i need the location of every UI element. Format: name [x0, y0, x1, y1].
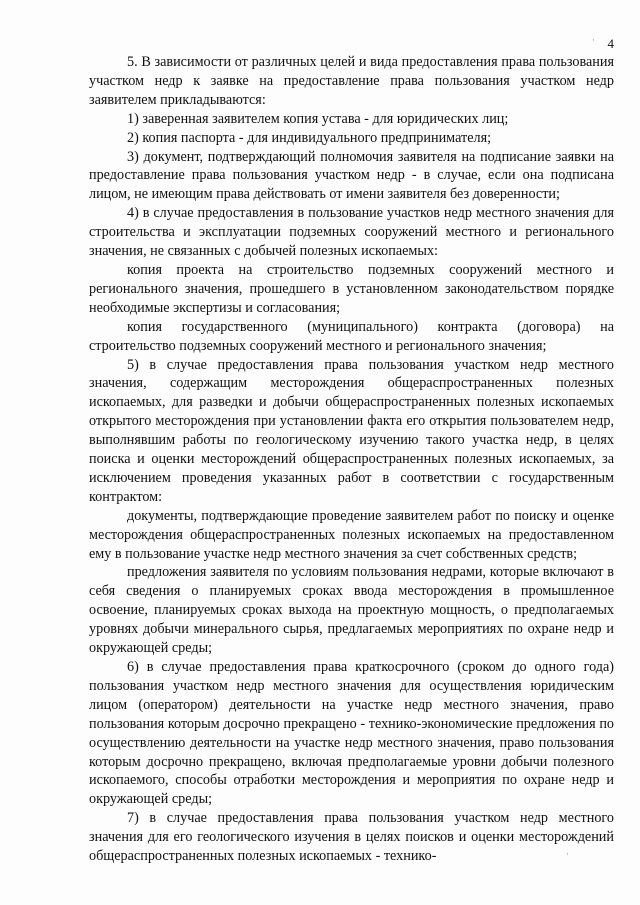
list-item-2: 2) копия паспорта - для индивидуального предпринимателя; [127, 129, 492, 146]
list-item-3: 3) документ, подтверждающий полномочия заявителя на подписание заявки на предоставление права пользования участком недр - в случае, если она подписана лицом, не имеющим права действовать от имени заявителя без доверенности; [89, 148, 614, 203]
list-item-7: 7) в случае предоставления права пользования участком недр местного значения для его геологического изучения в целях поисков и оценки месторождений общераспространенных полезных ископаемых - технико- [89, 810, 614, 865]
list-item-4: 4) в случае предоставления в пользование участков недр местного значения для строительства и эксплуатации подземных сооружений местного и регионального значения, не связанных с добычей полезных ископаемых: [89, 205, 614, 260]
list-item-4-sub-1: копия проекта на строительство подземных сооружений местного и регионального значения, прошедшего в установленном законодательством порядке необходимые экспертизы и согласования; [89, 261, 614, 316]
list-item-5-sub-2: предложения заявителя по условиям пользования недрами, которые включают в себя сведения о планируемых сроках ввода месторождения в промышленное освоение, планируемых сроках выхода на проектную мощность, о предполагаемых уровнях добычи минерального сырья, предлагаемых мероприятиях по охране недр и окружающей среды; [89, 564, 614, 657]
document-body [89, 53, 614, 866]
list-item-5-sub-1: документы, подтверждающие проведение заявителем работ по поиску и оценке месторождения общераспространенных полезных ископаемых на предоставленном ему в пользование участке недр местного значения за счет собственных средств; [89, 507, 614, 562]
list-item-1: 1) заверенная заявителем копия устава - для юридических лиц; [127, 110, 509, 127]
list-item-5: 5) в случае предоставления права пользования участком недр местного значения, содержащим месторождения общераспространенных полезных ископаемых, для разведки и добычи общераспространенных полезных ископаемых открытого месторождения при установлении факта его открытия пользователем недр, выполнявшим работы по геологическому изучению такого участка недр, в целях поиска и оценки месторождений общераспространенных полезных ископаемых, за исключением проведения указанных работ в соответствии с государственным контрактом: [89, 356, 614, 505]
scan-mark-bottom: , [566, 846, 569, 857]
scan-mark: , [592, 32, 595, 43]
paragraph-item-5: 5. В зависимости от различных целей и вида предоставления права пользования участком недр к заявке на предоставление права пользования участком недр заявителем прикладываются: [89, 54, 614, 108]
list-item-4-sub-2: копия государственного (муниципального) контракта (договора) на строительство подземных сооружений местного и регионального значения; [89, 318, 614, 354]
page-number: 4 [607, 36, 614, 51]
list-item-6: 6) в случае предоставления права краткосрочного (сроком до одного года) пользования участком недр местного значения для осуществления юридическим лицом (оператором) деятельности на участке недр местного значения, право пользования которым досрочно прекращено - технико-экономические предложения по осуществлению деятельности на участке недр местного значения, право пользования которым досрочно прекращено, включая предполагаемые уровни добычи полезного ископаемого, способы отработки месторождения и мероприятия по охране недр и окружающей среды; [89, 659, 614, 808]
